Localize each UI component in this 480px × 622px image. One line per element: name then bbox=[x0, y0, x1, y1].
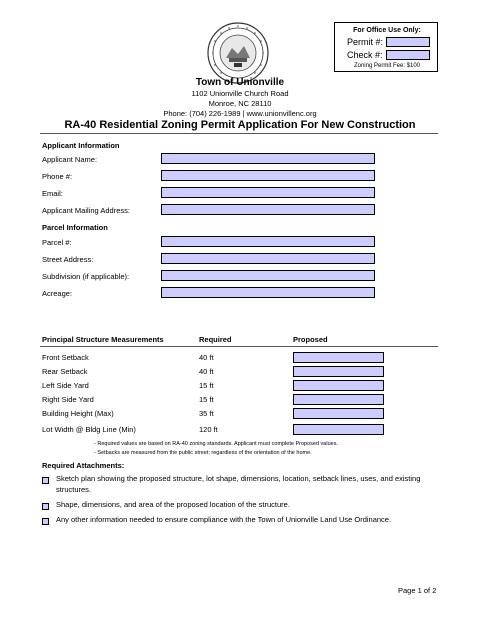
applicant-heading: Applicant Information bbox=[42, 141, 120, 150]
phone-label: Phone #: bbox=[42, 172, 73, 181]
right-side-yard-required: 15 ft bbox=[199, 395, 214, 404]
front-setback-proposed-field[interactable] bbox=[293, 352, 384, 363]
parcel-number-field[interactable] bbox=[161, 236, 375, 247]
street-address-label: Street Address: bbox=[42, 255, 94, 264]
building-height-required: 35 ft bbox=[199, 409, 214, 418]
left-side-yard-required: 15 ft bbox=[199, 381, 214, 390]
permit-fee-text: Zoning Permit Fee: $100 bbox=[353, 63, 421, 69]
lot-width-label: Lot Width @ Bldg Line (Min) bbox=[42, 425, 136, 434]
acreage-label: Acreage: bbox=[42, 289, 73, 298]
lot-width-required: 120 ft bbox=[199, 425, 218, 434]
parcel-heading: Parcel Information bbox=[42, 223, 108, 232]
attachment-sketch-text: Sketch plan showing the proposed structure, lot shape, dimensions, location, setback lines, uses, and existing structures. bbox=[56, 474, 421, 494]
applicant-name-field[interactable] bbox=[161, 153, 375, 164]
town-contact: Phone: (704) 226-1989 | www.unionvillenc.org bbox=[163, 109, 317, 118]
rear-setback-proposed-field[interactable] bbox=[293, 366, 384, 377]
parcel-number-label: Parcel #: bbox=[42, 238, 72, 247]
right-side-yard-proposed-field[interactable] bbox=[293, 394, 384, 405]
email-field[interactable] bbox=[161, 187, 375, 198]
front-setback-required: 40 ft bbox=[199, 353, 214, 362]
permit-label: Permit #: bbox=[347, 37, 384, 47]
office-use-box bbox=[334, 22, 438, 72]
lot-width-proposed-field[interactable] bbox=[293, 424, 384, 435]
permit-field[interactable] bbox=[386, 37, 430, 47]
subdivision-field[interactable] bbox=[161, 270, 375, 281]
email-label: Email: bbox=[42, 189, 63, 198]
attachment-shape-checkbox[interactable] bbox=[42, 503, 49, 510]
town-name: Town of Unionville bbox=[195, 77, 285, 88]
attachment-sketch-checkbox[interactable] bbox=[42, 477, 49, 484]
town-seal-logo bbox=[207, 22, 269, 84]
note-setbacks: - Setbacks are measured from the public street; regardless of the orientation of the home. bbox=[94, 450, 312, 456]
note-required-values: - Required values are based on RA-40 zoning standards. Applicant must complete Proposed values. bbox=[94, 441, 338, 447]
document-title: RA-40 Residential Zoning Permit Application For New Construction bbox=[64, 119, 416, 131]
attachment-other-text: Any other information needed to ensure compliance with the Town of Unionville Land Use Ordinance. bbox=[56, 515, 392, 524]
acreage-field[interactable] bbox=[161, 287, 375, 298]
page-number: Page 1 of 2 bbox=[398, 586, 437, 595]
required-heading: Required bbox=[199, 335, 232, 344]
check-field[interactable] bbox=[386, 50, 430, 60]
building-height-label: Building Height (Max) bbox=[42, 409, 114, 418]
proposed-heading: Proposed bbox=[293, 335, 328, 344]
attachment-other-checkbox[interactable] bbox=[42, 518, 49, 525]
front-setback-label: Front Setback bbox=[42, 353, 89, 362]
check-label: Check #: bbox=[347, 50, 383, 60]
measurements-heading: Principal Structure Measurements bbox=[42, 335, 164, 344]
seal-icon bbox=[207, 22, 269, 84]
town-city: Monroe, NC 28110 bbox=[208, 99, 272, 108]
office-use-title: For Office Use Only: bbox=[353, 27, 421, 34]
title-divider bbox=[40, 133, 438, 134]
subdivision-label: Subdivision (if applicable): bbox=[42, 272, 130, 281]
applicant-name-label: Applicant Name: bbox=[42, 155, 98, 164]
mailing-address-field[interactable] bbox=[161, 204, 375, 215]
rear-setback-required: 40 ft bbox=[199, 367, 214, 376]
town-address: 1102 Unionville Church Road bbox=[191, 89, 289, 98]
rear-setback-label: Rear Setback bbox=[42, 367, 88, 376]
attachments-heading: Required Attachments: bbox=[42, 461, 125, 470]
left-side-yard-label: Left Side Yard bbox=[42, 381, 89, 390]
measurements-divider bbox=[40, 346, 438, 347]
attachment-shape-text: Shape, dimensions, and area of the proposed location of the structure. bbox=[56, 500, 290, 509]
street-address-field[interactable] bbox=[161, 253, 375, 264]
right-side-yard-label: Right Side Yard bbox=[42, 395, 94, 404]
left-side-yard-proposed-field[interactable] bbox=[293, 380, 384, 391]
building-height-proposed-field[interactable] bbox=[293, 408, 384, 419]
phone-field[interactable] bbox=[161, 170, 375, 181]
mailing-address-label: Applicant Mailing Address: bbox=[42, 206, 130, 215]
